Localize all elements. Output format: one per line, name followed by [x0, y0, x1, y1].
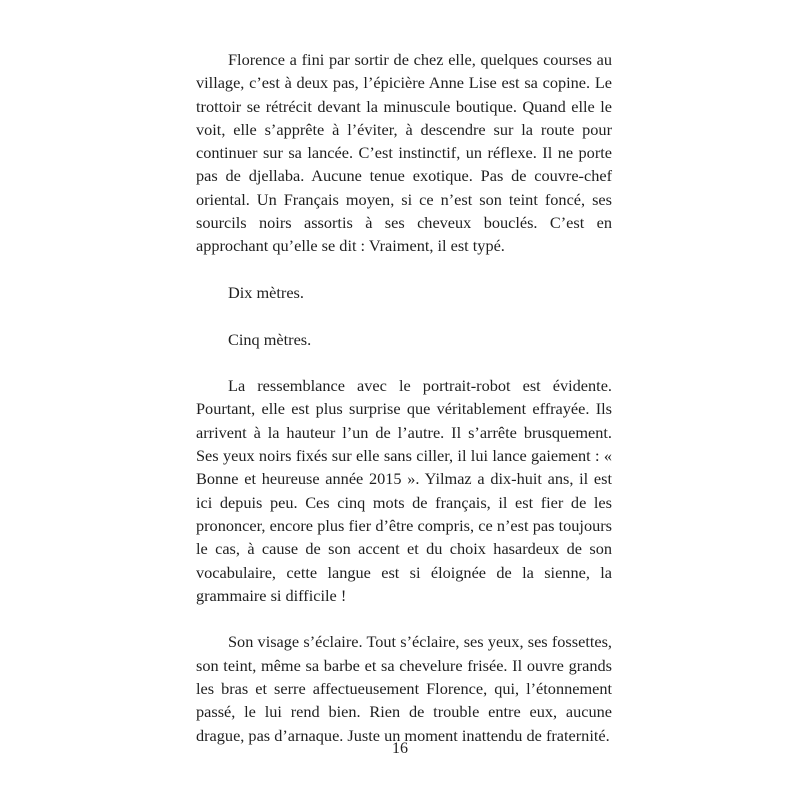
- paragraph-spacer: [196, 304, 612, 327]
- paragraph-cinq-metres: Cinq mètres.: [228, 329, 312, 349]
- paragraph-ressemblance: La ressemblance avec le portrait-robot est évidente. Pourtant, elle est plus surprise que véritablement effrayée. Ils arrivent à la hauteur l’un de l’autre. Il s’arrête brusquement. Ses yeux noirs fixés sur elle sans ciller, il lui lance gaiement : « Bonne et heureuse année 2015 ». Yilmaz a dix-huit ans, il est ici depuis peu. Ces cinq mots de français, il est fier de les prononcer, encore plus fier d’être compris, ce n’est pas toujours le cas, à cause de son accent et du choix hasardeux de son vocabulaire, cette langue est si éloignée de la sienne, la grammaire si difficile !: [196, 376, 612, 605]
- page-number: 16: [392, 740, 408, 757]
- paragraph-dix-metres: Dix mètres.: [228, 282, 304, 302]
- paragraph-spacer: [196, 258, 612, 281]
- paragraph-spacer: [196, 351, 612, 374]
- paragraph-florence-sortie: Florence a fini par sortir de chez elle, quelques courses au village, c’est à deux pas, l’épicière Anne Lise est sa copine. Le trottoir se rétrécit devant la minuscule boutique. Quand elle le voit, elle s’apprête à l’éviter, à descendre sur la route pour continuer sur sa lancée. C’est instinctif, un réflexe. Il ne porte pas de djellaba. Aucune tenue exotique. Pas de couvre-chef oriental. Un Français moyen, si ce n’est son teint foncé, ses sourcils noirs assortis à ses cheveux bouclés. C’est en approchant qu’elle se dit : Vraiment, il est typé.: [196, 50, 612, 256]
- body-text: [196, 48, 612, 747]
- paragraph-visage: Son visage s’éclaire. Tout s’éclaire, ses yeux, ses fossettes, son teint, même sa barbe et sa chevelure frisée. Il ouvre grands les bras et serre affectueusement Florence, qui, l’étonnement passé, le lui rend bien. Rien de trouble entre eux, aucune drague, pas d’arnaque. Juste un moment inattendu de fraternité.: [196, 632, 612, 745]
- paragraph-spacer: [196, 607, 612, 630]
